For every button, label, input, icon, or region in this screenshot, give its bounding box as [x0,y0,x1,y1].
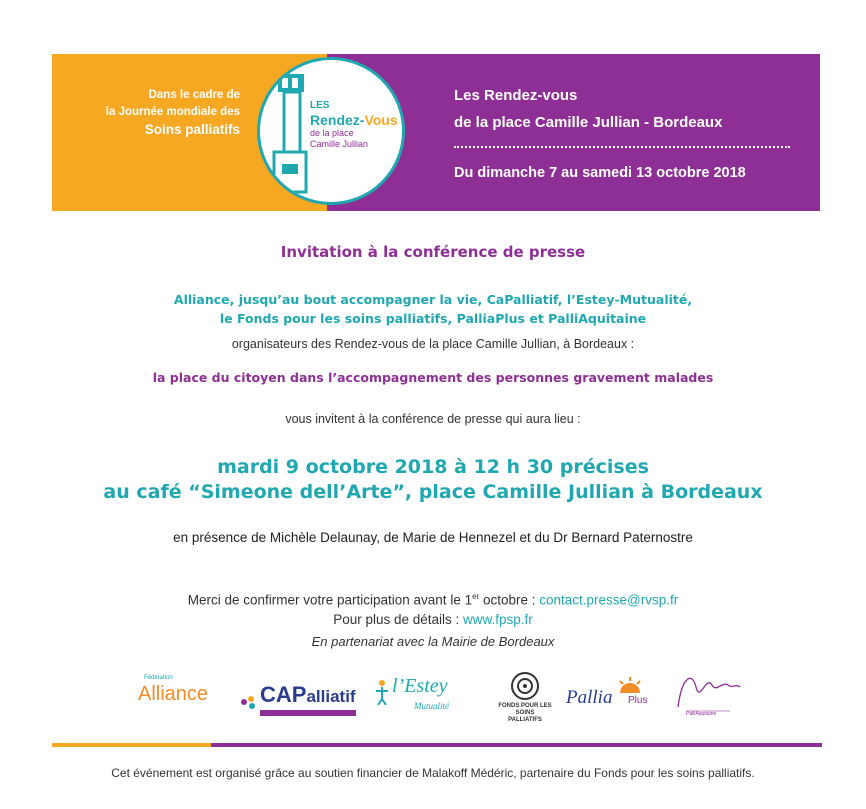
cap-part-a: CAP [260,682,307,707]
theme-text: la place du citoyen dans l’accompagnement des personnes gravement malades [152,370,714,385]
context-line-3: Soins palliatifs [144,122,240,137]
palliaquitaine-text: PalliAquitaine [686,711,717,717]
logo-rdv-part-a: Rendez- [310,112,365,128]
estey-logo [374,665,474,725]
conference-venue: au café “Simeone dell’Arte”, place Camille Jullian à Bordeaux [103,481,763,503]
details-prefix: Pour plus de détails : [333,611,464,627]
banner-context-text [62,87,240,138]
invitation-heading: Invitation à la conférence de presse [280,243,586,261]
context-line-2: la Journée mondiale des [105,106,240,118]
logo-rdv-part-b: Vous [364,112,398,128]
event-title-line-1: Les Rendez-vous [454,87,578,104]
rsvp-suffix: octobre : [479,592,540,608]
capalliatif-logo [240,665,360,725]
pallia-plus: Plus [628,695,648,706]
website-link[interactable]: www.fpsp.fr [463,611,533,627]
organizations-line-2: le Fonds pour les soins palliatifs, PalliaPlus et PalliAquitaine [219,311,647,326]
logo-sub-2: Camille Jullian [310,139,369,149]
organisers-text: organisateurs des Rendez-vous de la place Camille Jullian, à Bordeaux : [231,337,635,351]
logo-text [310,100,405,150]
context-line-1: Dans le cadre de [148,89,240,101]
logo-les: LES [310,100,330,111]
presence-text: en présence de Michèle Delaunay, de Marie de Hennezel et du Dr Bernard Paternostre [173,530,693,545]
organizations-list [0,290,866,328]
organizations-line-1: Alliance, jusqu’au bout accompagner la vie, CaPalliatif, l’Estey-Mutualité, [173,292,693,307]
palliaquitaine-logo [672,665,742,725]
footer-text: Cet événement est organisé grâce au soutien financier de Malakoff Médéric, partenaire du Fonds pour les soins palliatifs. [111,766,755,780]
fonds-text [490,703,560,724]
pallia-wordmark: Pallia [566,687,613,708]
signature-icon [672,667,742,717]
dotted-divider [454,146,790,148]
rendez-vous-logo [257,57,405,205]
estey-wordmark: l’Estey [392,675,448,697]
tower-icon [270,74,310,194]
conference-date: mardi 9 octobre 2018 à 12 h 30 précises [217,456,649,478]
fonds-line-1: FONDS POUR LES SOINS [498,703,552,716]
alliance-small-text: Fédération [144,675,173,681]
logo-rendez-vous [310,112,405,128]
event-title-line-2: de la place Camille Jullian - Bordeaux [454,114,723,131]
fonds-line-2: PALLIATIFS [508,717,542,723]
footer-divider-orange [52,743,211,747]
fonds-logo [490,665,560,725]
estey-sub: Mutualité [414,701,449,711]
alliance-wordmark: Alliance [138,683,209,705]
partner-logos [120,665,760,725]
press-email-link[interactable]: contact.presse@rvsp.fr [539,592,679,608]
sun-icon [618,677,642,693]
conference-details [0,455,866,505]
footer-divider-purple [211,743,822,747]
event-title [454,82,722,136]
figure-icon [374,679,390,705]
cap-part-b: alliatif [306,687,356,706]
rsvp-prefix: Merci de confirmer votre participation avant le 1 [187,592,473,608]
cap-underline [260,710,356,716]
rsvp-block [0,587,866,629]
palliaplus-logo [566,665,661,725]
logo-sub-1: de la place [310,128,354,138]
rsvp-line [0,587,866,610]
invite-text: vous invitent à la conférence de presse qui aura lieu : [285,412,581,426]
alliance-logo [138,665,228,725]
header-banner [52,54,820,211]
details-line [0,610,866,629]
partner-text: En partenariat avec la Mairie de Bordeaux [311,634,555,649]
emblem-icon [510,671,540,701]
rsvp-superscript: er [472,592,480,601]
dots-icon [240,695,258,709]
cap-wordmark [260,682,356,708]
event-dates: Du dimanche 7 au samedi 13 octobre 2018 [454,165,746,181]
